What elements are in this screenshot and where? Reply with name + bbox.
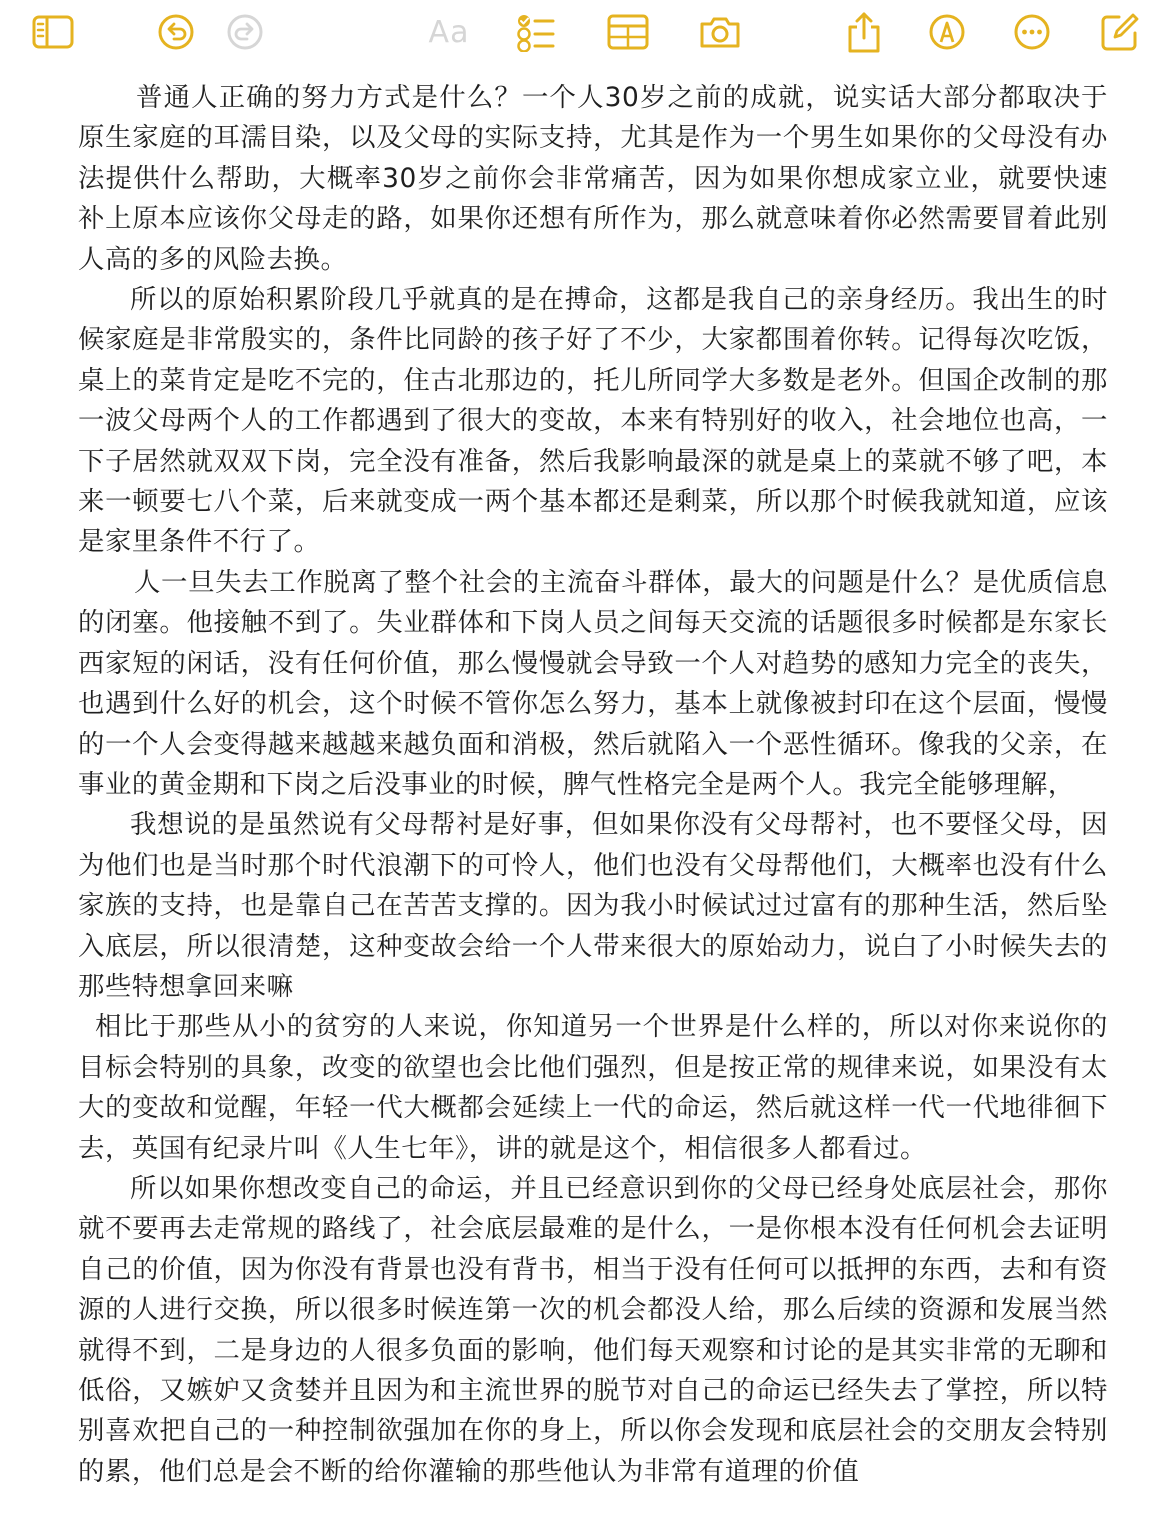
text-format-label: Aa [428,14,470,50]
note-paragraph: 我想说的是虽然说有父母帮衬是好事，但如果你没有父母帮衬，也不要怪父母，因为他们也是当时那个时代浪潮下的可怜人，他们也没有父母帮他们，大概率也没有什么家族的支持，也是靠自己在苦苦支撑的。因为我小时候试过过富有的那种生活，然后坠入底层，所以很清楚，这种变故会给一个人带来很大的原始动力，说白了小时候失去的那些特想拿回来嘛 [78,809,1108,1002]
note-body[interactable] [78,78,1108,1492]
more-icon[interactable] [1010,10,1054,54]
text-format-icon[interactable] [422,10,476,54]
note-paragraph: 人一旦失去工作脱离了整个社会的主流奋斗群体，最大的问题是什么？是优质信息的闭塞。他接触不到了。失业群体和下岗人员之间每天交流的话题很多时候都是东家长西家短的闲话，没有任何价值，那么慢慢就会导致一个人对趋势的感知力完全的丧失，也遇到什么好的机会，这个时候不管你怎么努力，基本上就像被封印在这个层面，慢慢的一个人会变得越来越越来越负面和消极，然后就陷入一个恶性循环。像我的父亲，在事业的黄金期和下岗之后没事业的时候，脾气性格完全是两个人。我完全能够理解， [78,566,1108,800]
sidebar-icon[interactable] [31,10,75,54]
markup-pen-icon[interactable] [925,10,969,54]
redo-icon[interactable] [223,10,267,54]
notes-toolbar [0,0,1170,64]
camera-icon[interactable] [698,10,742,54]
note-paragraph: 相比于那些从小的贫穷的人来说，你知道另一个世界是什么样的，所以对你来说你的目标会特别的具象，改变的欲望也会比他们强烈，但是按正常的规律来说，如果没有太大的变故和觉醒，年轻一代大概都会延续上一代的命运，然后就这样一代一代地徘徊下去，英国有纪录片叫《人生七年》，讲的就是这个，相信很多人都看过。 [78,1011,1108,1164]
compose-icon[interactable] [1098,10,1142,54]
share-icon[interactable] [842,10,886,54]
note-paragraph: 所以如果你想改变自己的命运，并且已经意识到你的父母已经身处底层社会，那你就不要再去走常规的路线了，社会底层最难的是什么，一是你根本没有任何机会去证明自己的价值，因为你没有背景也没有背书，相当于没有任何可以抵押的东西，去和有资源的人进行交换，所以很多时候连第一次的机会都没人给，那么后续的资源和发展当然就得不到，二是身边的人很多负面的影响，他们每天观察和讨论的是其实非常的无聊和低俗，又嫉妒又贪婪并且因为和主流世界的脱节对自己的命运已经失去了掌控，所以特别喜欢把自己的一种控制欲强加在你的身上，所以你会发现和底层社会的交朋友会特别的累，他们总是会不断的给你灌输的那些他认为非常有道理的价值 [78,1172,1108,1487]
undo-icon[interactable] [154,10,198,54]
table-icon[interactable] [606,10,650,54]
note-paragraph: 所以的原始积累阶段几乎就真的是在搏命，这都是我自己的亲身经历。我出生的时候家庭是非常殷实的，条件比同龄的孩子好了不少，大家都围着你转。记得每次吃饭，桌上的菜肯定是吃不完的，住古北那边的，托儿所同学大多数是老外。但国企改制的那一波父母两个人的工作都遇到了很大的变故，本来有特别好的收入，社会地位也高，一下子居然就双双下岗，完全没有准备，然后我影响最深的就是桌上的菜就不够了吧，本来一顿要七八个菜，后来就变成一两个基本都还是剩菜，所以那个时候我就知道，应该是家里条件不行了。 [78,284,1108,558]
checklist-icon[interactable] [514,10,558,54]
note-paragraph: 普通人正确的努力方式是什么？一个人30岁之前的成就，说实话大部分都取决于原生家庭的耳濡目染，以及父母的实际支持，尤其是作为一个男生如果你的父母没有办法提供什么帮助，大概率30岁之前你会非常痛苦，因为如果你想成家立业，就要快速补上原本应该你父母走的路，如果你还想有所作为，那么就意味着你必然需要冒着此别人高的多的风险去换。 [78,82,1108,275]
